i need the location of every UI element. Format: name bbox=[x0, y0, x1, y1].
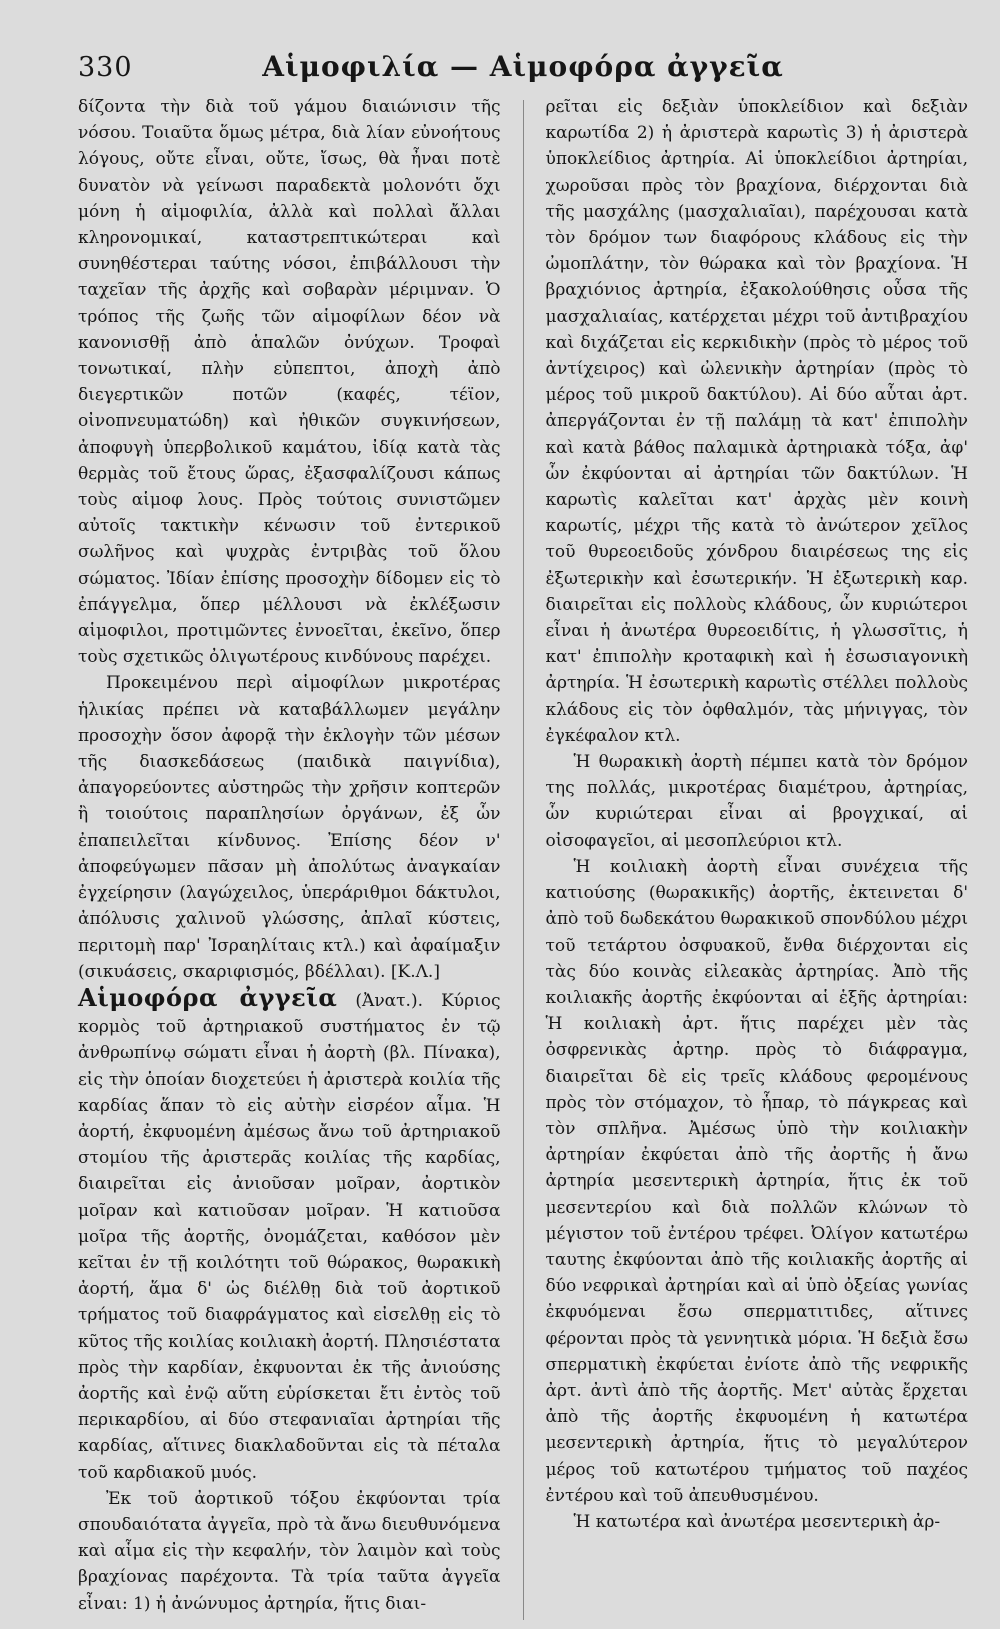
right-column bbox=[545, 94, 968, 1620]
paragraph: Ἐκ τοῦ ἀορτικοῦ τόξου ἐκφύονται τρία σπουδαιότατα ἀγγεῖα, πρὸ τὰ ἄνω διευθυνόμενα καὶ αἷμα εἰς τὴν κεφαλήν, τὸν λαιμὸν καὶ τοὺς βραχίονας παρέχοντα. Τὰ τρία ταῦτα ἀγγεῖα εἶναι: 1) ἡ ἀνώνυμος ἀρτηρία, ἥτις διαι- bbox=[78, 1488, 501, 1614]
page-header bbox=[78, 42, 968, 88]
paragraph: ρεῖται εἰς δεξιὰν ὑποκλείδιον καὶ δεξιὰν καρωτίδα 2) ἡ ἀριστερὰ καρωτὶς 3) ἡ ἀριστερὰ ὑποκλείδιος ἀρτηρία. Αἱ ὑποκλείδιοι ἀρτηρίαι, χωροῦσαι πρὸς τὸν βραχίονα, διέρχονται διὰ τῆς μασχάλης (μασχαλιαῖαι), παρέχουσαι κατὰ τὸν δρόμον των διαφόρους κλάδους εἰς τὴν ὠμοπλάτην, τὸν θώρακα καὶ τὸν βραχίονα. Ἡ βραχιόνιος ἀρτηρία, ἐξακολούθησις οὖσα τῆς μασχαλιαίας, κατέρχεται μέχρι τοῦ ἀντιβραχίου καὶ διχάζεται εἰς κερκιδικὴν (πρὸς τὸ μέρος τοῦ ἀντίχειρος) καὶ ὠλενικὴν ἀρτηρίαν (πρὸς τὸ μέρος τοῦ μικροῦ δακτύλου). Αἱ δύο αὗται ἀρτ. ἀπεργάζονται ἐν τῇ παλάμῃ τὰ κατ' ἐπιπολὴν καὶ κατὰ βάθος παλαμικὰ ἀρτηριακὰ τόξα, ἀφ' ὧν ἐκφύονται αἱ ἀρτηρίαι τῶν δακτύλων. Ἡ καρωτὶς καλεῖται κατ' ἀρχὰς μὲν κοινὴ καρωτίς, μέχρι τῆς κατὰ τὸ ἀνώτερον χεῖλος τοῦ θυρεοειδοῦς χόνδρου διαιρέσεως της εἰς ἐξωτερικὴν καὶ ἐσωτερικήν. Ἡ ἐξωτερικὴ καρ. διαιρεῖται εἰς πολλοὺς κλάδους, ὧν κυριώτεροι εἶναι ἡ ἀνωτέρα θυρεοειδίτις, ἡ γλωσσῖτις, ἡ κατ' ἐπιπολὴν κροταφικὴ καὶ ἡ ἐσωσιαγονικὴ ἀρτηρία. Ἡ ἐσωτερικὴ καρωτὶς στέλλει πολλοὺς κλάδους εἰς τὸν ὀφθαλμόν, τὰς μήνιγγας, τὸν ἐγκέφαλον κτλ. bbox=[545, 97, 968, 746]
column-divider bbox=[523, 100, 524, 1620]
running-head: Αἱμοφιλία — Αἱμοφόρα ἀγγεῖα bbox=[262, 50, 784, 83]
paragraph: Ἡ κοιλιακὴ ἀορτὴ εἶναι συνέχεια τῆς κατιούσης (θωρακικῆς) ἀορτῆς, ἐκτεινεται δ' ἀπὸ τοῦ δωδεκάτου θωρακικοῦ σπονδύλου μέχρι τοῦ τετάρτου ὀσφυακοῦ, ἔνθα διέρχονται εἰς τὰς δύο κοινὰς εἰλεακὰς ἀρτηρίας. Ἀπὸ τῆς κοιλιακῆς ἀορτῆς ἐκφύονται αἱ ἑξῆς ἀρτηρίαι: Ἡ κοιλιακὴ ἀρτ. ἥτις παρέχει μὲν τὰς ὀσφρενικὰς ἀρτηρ. πρὸς τὸ διάφραγμα, διαιρεῖται δὲ εἰς τρεῖς κλάδους φερομένους πρὸς τὸν στόμαχον, τὸ ἧπαρ, τὸ πάγκρεας καὶ τὸν σπλῆνα. Ἀμέσως ὑπὸ τὴν κοιλιακὴν ἀρτηρίαν ἐκφύεται ἀπὸ τῆς ἀορτῆς ἡ ἄνω ἀρτηρία μεσεντερικὴ ἀρτηρία, ἥτις ἐκ τοῦ μεσεντερίου καὶ διὰ πολλῶν κλώνων τὸ μέγιστον τοῦ ἐντέρου τρέφει. Ὀλίγον κατωτέρω ταυτης ἐκφύονται ἀπὸ τῆς κοιλιακῆς ἀορτῆς αἱ δύο νεφρικαὶ ἀρτηρίαι καὶ αἱ ὑπὸ ὀξείας γωνίας ἐκφυόμεναι ἔσω σπερματιτιδες, αἵτινες φέρονται πρὸς τὰ γεννητικὰ μόρια. Ἡ δεξιὰ ἔσω σπερματικὴ ἐκφύεται ἐνίοτε ἀπὸ τῆς νεφρικῆς ἀρτ. ἀντὶ ἀπὸ τῆς ἀορτῆς. Μετ' αὐτὰς ἔρχεται ἀπὸ τῆς ἀορτῆς ἐκφυομένη ἡ κατωτέρα μεσεντερικὴ ἀρτηρία, ἥτις τὸ μεγαλύτερον μέρος τοῦ κατωτέρου τμήματος τοῦ παχέος ἐντέρου καὶ τοῦ ἀπευθυσμένου. bbox=[545, 856, 968, 1506]
page-number: 330 bbox=[78, 52, 133, 83]
paragraph: Προκειμένου περὶ αἱμοφίλων μικροτέρας ἡλικίας πρέπει νὰ καταβάλλωμεν μεγάλην προσοχὴν ὅσον ἀφορᾷ τὴν ἐκλογὴν τῶν μέσων τῆς διασκεδάσεως (παιδικὰ παιγνίδια), ἀπαγορεύοντες αὐστηρῶς τὴν χρῆσιν κοπτερῶν ἢ τοιούτοις παραπλησίων ὀργάνων, ἐξ ὧν ἐπαπειλεῖται κίνδυνος. Ἐπίσης δέον ν' ἀποφεύγωμεν πᾶσαν μὴ ἀπολύτως ἀναγκαίαν ἐγχείρησιν (λαγώχειλος, ὑπεράριθμοι δάκτυλοι, ἀπόλυσις χαλινοῦ γλώσσης, ἀπλαῖ κύστεις, περιτομὴ παρ' Ἰσραηλίταις κτλ.) καὶ ἀφαίμαξιν (σικυάσεις, σκαριφισμός, βδέλλαι). [Κ.Λ.] bbox=[78, 673, 501, 982]
paragraph: Ἡ θωρακικὴ ἀορτὴ πέμπει κατὰ τὸν δρόμον της πολλάς, μικροτέρας διαμέτρου, ἀρτηρίας, ὧν κυριώτεραι εἶναι αἱ βρογχικαί, αἱ οἰσοφαγεῖοι, αἱ μεσοπλεύριοι κτλ. bbox=[545, 752, 968, 851]
entry-headword: Αἱμοφόρα ἀγγεῖα bbox=[78, 982, 338, 1012]
entry-paragraph bbox=[78, 982, 501, 1486]
paragraph: δίζοντα τὴν διὰ τοῦ γάμου διαιώνισιν τῆς νόσου. Τοιαῦτα ὅμως μέτρα, διὰ λίαν εὐνοήτους λόγους, οὔτε εἶναι, οὔτε, ἴσως, θὰ ἦναι ποτὲ δυνατὸν νὰ γείνωσι παραδεκτὰ μολονότι ὄχι μόνη ἡ αἱμοφιλία, ἀλλὰ καὶ πολλαὶ ἄλλαι κληρονομικαί, καταστρεπτικώτεραι καὶ συνηθέστεραι ταύτης νόσοι, ἐπιβάλλουσι τὴν ταχεῖαν τῆς ἀρχῆς καὶ σοβαρὰν μέριμναν. Ὁ τρόπος τῆς ζωῆς τῶν αἱμοφίλων δέον νὰ κανονισθῇ ἀπὸ ἁπαλῶν ὀνύχων. Τροφαὶ τονωτικαί, πλὴν εὐπεπτοι, ἀποχὴ ἀπὸ διεγερτικῶν ποτῶν (καφές, τέϊον, οἰνοπνευματώδη) καὶ ἠθικῶν συγκινήσεων, ἀποφυγὴ ὑπερβολικοῦ καμάτου, ἰδίᾳ κατὰ τὰς θερμὰς τοῦ ἔτους ὥρας, ἐξασφαλίζουσι κάπως τοὺς αἱμοφ λους. Πρὸς τούτοις συνιστῶμεν αὐτοῖς τακτικὴν κένωσιν τοῦ ἐντερικοῦ σωλῆνος καὶ ψυχρὰς ἐντριβὰς τοῦ ὅλου σώματος. Ἰδίαν ἐπίσης προσοχὴν δίδομεν εἰς τὸ ἐπάγγελμα, ὅπερ μέλλουσι νὰ ἐκλέξωσιν αἱμοφιλοι, προτιμῶντες ἐννοεῖται, ἐκεῖνο, ὅπερ τοὺς σχετικῶς ὀλιγωτέρους κινδύνους παρέχει. bbox=[78, 97, 501, 668]
entry-etymology: (Ἀνατ.). bbox=[355, 990, 423, 1011]
paragraph: Ἡ κατωτέρα καὶ ἀνωτέρα μεσεντερικὴ ἀρ- bbox=[573, 1511, 941, 1532]
left-column bbox=[78, 94, 501, 1620]
entry-text: Κύριος κορμὸς τοῦ ἀρτηριακοῦ συστήματος ἐν τῷ ἀνθρωπίνῳ σώματι εἶναι ἡ ἀορτὴ (βλ. Πίνακα), εἰς τὴν ὁποίαν διοχετεύει ἡ ἀριστερὰ κοιλία τῆς καρδίας ἅπαν τὸ εἰς αὐτὴν εἰσρέον αἷμα. Ἡ ἀορτή, ἐκφυομένη ἀμέσως ἄνω τοῦ ἀρτηριακοῦ στομίου τῆς ἀριστερᾶς κοιλίας τῆς καρδίας, διαιρεῖται εἰς ἀνιοῦσαν μοῖραν, ἀορτικὸν μοῖραν καὶ κατιοῦσαν μοῖραν. Ἡ κατιοῦσα μοῖρα τῆς ἀορτῆς, ὀνομάζεται, καθόσον μὲν κεῖται ἐν τῇ κοιλότητι τοῦ θώρακος, θωρακικὴ ἀορτή, ἅμα δ' ὡς διέλθῃ διὰ τοῦ ἀορτικοῦ τρήματος τοῦ διαφράγματος καὶ εἰσελθῃ εἰς τὸ κῦτος τῆς κοιλίας κοιλιακὴ ἀορτή. Πλησιέστατα πρὸς τὴν καρδίαν, ἐκφυονται ἐκ τῆς ἀνιούσης ἀορτῆς καὶ ἐνῷ αὕτη εὑρίσκεται ἔτι ἐντὸς τοῦ περικαρδίου, αἱ δύο στεφανιαῖαι ἀρτηρίαι τῆς καρδίας, αἵτινες διακλαδοῦνται εἰς τὰ πέταλα τοῦ καρδιακοῦ μυός. bbox=[78, 990, 501, 1483]
text-columns bbox=[78, 94, 968, 1620]
